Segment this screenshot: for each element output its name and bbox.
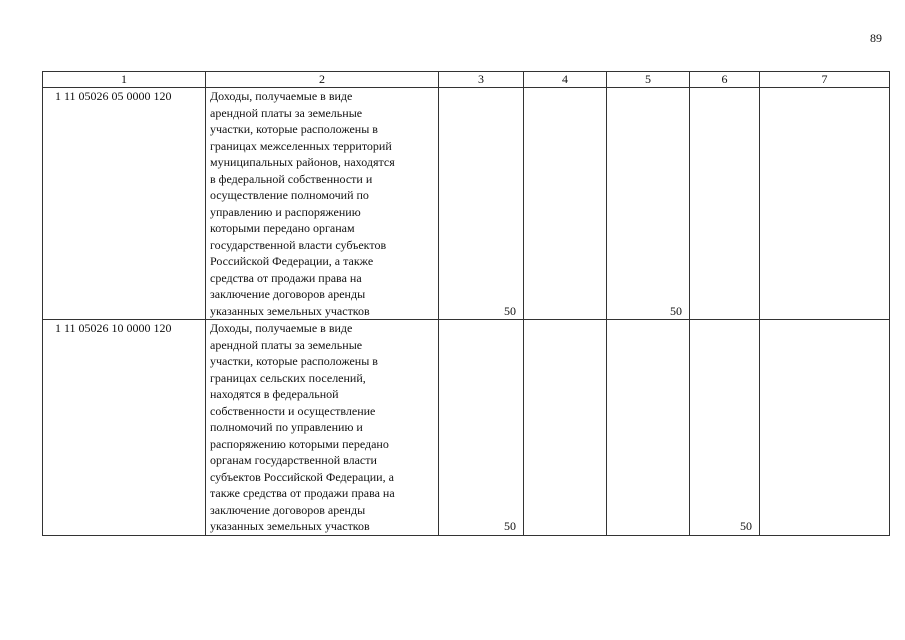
description-line: заключение договоров аренды [210,287,366,301]
value-col-7 [760,320,890,536]
description-line: Доходы, получаемые в виде [210,321,353,335]
table-row [43,88,890,320]
revenue-description [206,320,439,536]
description-line: собственности и осуществление [210,403,376,418]
description-line: находятся в федеральной [210,387,339,401]
value-col-3: 50 [439,88,524,320]
description-line: указанных земельных участков [210,519,370,533]
description-line: полномочий по управлению и [210,420,363,434]
description-line: арендной платы за земельные [210,105,363,120]
value-col-4 [524,88,607,320]
column-number-5: 5 [607,72,690,88]
value-col-5: 50 [607,88,690,320]
value-col-4 [524,320,607,536]
description-line: управлению и распоряжению [210,204,361,219]
revenue-distribution-table [42,71,890,536]
column-number-4: 4 [524,72,607,88]
description-line: Доходы, получаемые в виде [210,89,353,103]
value-col-3: 50 [439,320,524,536]
description-line: государственной власти субъектов [210,237,387,252]
revenue-code: 1 11 05026 10 0000 120 [43,320,206,536]
table-row [43,320,890,536]
description-line: органам государственной власти [210,453,377,467]
description-line: также средства от продажи права на [210,486,395,500]
column-number-7: 7 [760,72,890,88]
description-line: указанных земельных участков [210,303,370,318]
description-line: участки, которые расположены в [210,122,378,136]
description-line: участки, которые расположены в [210,354,378,368]
revenue-code: 1 11 05026 05 0000 120 [43,88,206,320]
column-number-1: 1 [43,72,206,88]
column-number-2: 2 [206,72,439,88]
value-col-5 [607,320,690,536]
description-line: границах межселенных территорий [210,138,392,153]
column-number-3: 3 [439,72,524,88]
description-line: распоряжению которыми передано [210,436,389,451]
revenue-description [206,88,439,320]
value-col-6: 50 [690,320,760,536]
description-line: субъектов Российской Федерации, а [210,469,394,484]
description-line: средства от продажи права на [210,270,362,285]
column-number-6: 6 [690,72,760,88]
description-line: муниципальных районов, находятся [210,155,395,169]
description-line: в федеральной собственности и [210,171,373,186]
value-col-6 [690,88,760,320]
value-col-7 [760,88,890,320]
page-number: 89 [870,31,882,45]
description-line: осуществление полномочий по [210,188,369,202]
description-line: которыми передано органам [210,221,355,235]
description-line: границах сельских поселений, [210,370,366,385]
column-number-row [43,72,890,88]
description-line: Российской Федерации, а также [210,254,374,268]
description-line: заключение договоров аренды [210,502,366,517]
description-line: арендной платы за земельные [210,337,363,352]
